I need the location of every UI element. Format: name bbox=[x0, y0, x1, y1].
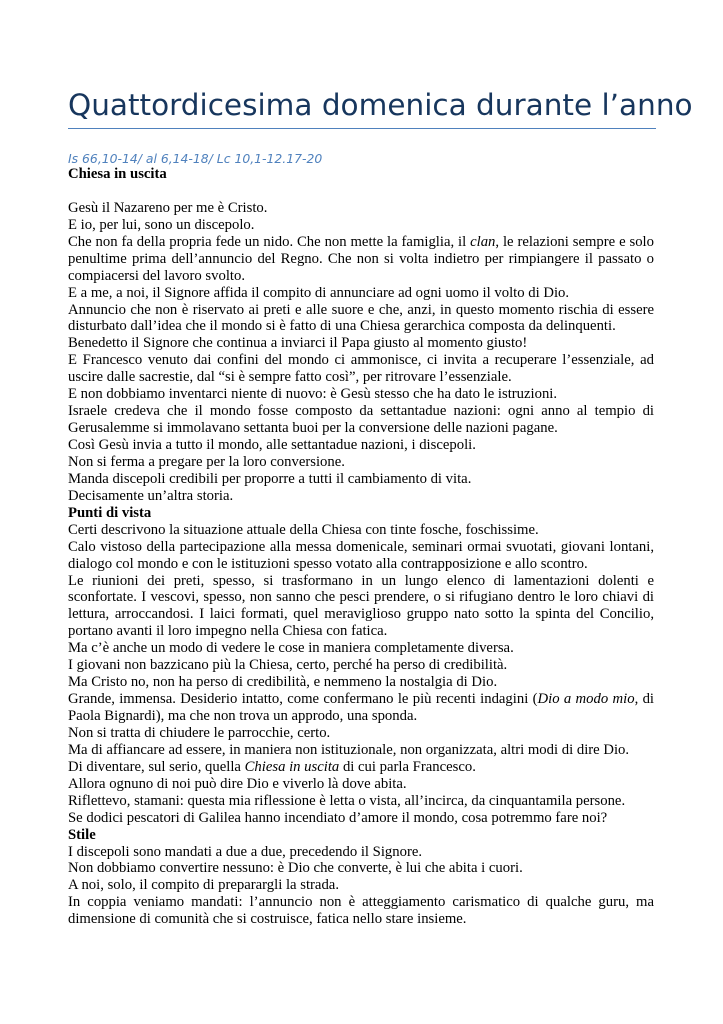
text-line: sconfortate. I vescovi, spesso, non sanno che pesci prendere, o si rifugiano dentro le loro chiavi di bbox=[68, 589, 654, 606]
text-line bbox=[68, 234, 654, 251]
text-line: Certi descrivono la situazione attuale della Chiesa con tinte fosche, foschissime. bbox=[68, 521, 539, 538]
text-line: lettura, arroccandosi. I laici formati, quel meraviglioso gruppo nato sotto la spinta del Concilio, bbox=[68, 606, 654, 623]
text-line: Non dobbiamo convertire nessuno: è Dio che converte, è lui che abita i cuori. bbox=[68, 860, 523, 877]
section-heading: Chiesa in uscita bbox=[68, 166, 167, 182]
text-line: Calo vistoso della partecipazione alla messa domenicale, seminari ormai svuotati, giovani lontani, bbox=[68, 538, 654, 555]
text-line: Gerusalemme si immolavano settanta buoi per la conversione delle nazioni pagane. bbox=[68, 420, 558, 437]
section-heading: Stile bbox=[68, 826, 96, 843]
text-line: E a me, a noi, il Signore affida il compito di annunciare ad ogni uomo il volto di Dio. bbox=[68, 284, 570, 301]
text-line: A noi, solo, il compito di preparargli la strada. bbox=[68, 877, 339, 894]
text-line: Non si ferma a pregare per la loro conversione. bbox=[68, 453, 345, 470]
page-title: Quattordicesima domenica durante l’anno bbox=[68, 88, 693, 122]
text-line: Riflettevo, stamani: questa mia riflessione è letta o vista, all’incirca, da cinquantamila persone. bbox=[68, 792, 626, 809]
document-body bbox=[68, 166, 654, 928]
text-line: compiacersi del lavoro svolto. bbox=[68, 267, 246, 284]
text-line: Ma di affiancare ad essere, in maniera non istituzionale, non organizzata, altri modi di dire Dio. bbox=[68, 741, 630, 758]
text-line: In coppia veniamo mandati: l’annuncio non è atteggiamento carismatico di qualche guru, ma bbox=[68, 894, 654, 911]
text-line: Così Gesù invia a tutto il mondo, alle settantadue nazioni, i discepoli. bbox=[68, 437, 476, 453]
text-line: dimensione di comunità che si costruisce, fatica nello stare insieme. bbox=[68, 911, 467, 928]
scripture-references: Is 66,10-14/ al 6,14-18/ Lc 10,1-12.17-20 bbox=[68, 151, 323, 166]
text-line: penultime prima dell’annuncio del Regno. Che non si volta indietro per rimpiangere il passato o bbox=[68, 250, 654, 267]
text-line: disturbato dall’idea che il mondo si è fatto di una Chiesa gerarchica composta da delinquenti. bbox=[68, 318, 616, 335]
text-line: Israele credeva che il mondo fosse composto da settantadue nazioni: ogni anno al tempio di bbox=[68, 403, 654, 420]
text-line: I giovani non bazzicano più la Chiesa, certo, perché ha perso di credibilità. bbox=[68, 657, 508, 674]
title-underline bbox=[68, 128, 656, 129]
text-segment: , di bbox=[634, 691, 654, 708]
text-line: dialogo col mondo e con le istituzioni spesso votato alla contrapposizione e allo scontro. bbox=[68, 555, 588, 572]
text-line: uscire dalle sacrestie, dal “si è sempre fatto così”, per ritrovare l’essenziale. bbox=[68, 369, 512, 386]
text-line: portano avanti il loro impegno nella Chiesa con fatica. bbox=[68, 623, 388, 640]
text-line: Se dodici pescatori di Galilea hanno incendiato d’amore il mondo, cosa potremmo fare noi? bbox=[68, 809, 608, 826]
text-line: Non si tratta di chiudere le parrocchie, certo. bbox=[68, 724, 331, 741]
text-line bbox=[68, 691, 654, 708]
text-segment: Grande, immensa. Desiderio intatto, come confermano le più recenti indagini ( bbox=[68, 691, 538, 708]
italic-phrase: Dio a modo mio bbox=[537, 691, 635, 708]
text-line: Le riunioni dei preti, spesso, si trasformano in un lungo elenco di lamentazioni dolenti e bbox=[68, 572, 654, 589]
text-line: E io, per lui, sono un discepolo. bbox=[68, 216, 255, 233]
text-line: Ma c’è anche un modo di vedere le cose in maniera completamente diversa. bbox=[68, 640, 514, 657]
section-heading: Punti di vista bbox=[68, 504, 152, 521]
text-segment: Di diventare, sul serio, quella bbox=[68, 758, 245, 775]
text-line bbox=[68, 759, 654, 776]
text-line: Allora ognuno di noi può dire Dio e viverlo là dove abita. bbox=[68, 775, 407, 792]
italic-phrase: clan bbox=[470, 233, 496, 250]
text-line: E Francesco venuto dai confini del mondo ci ammonisce, ci invita a recuperare l’essenziale, ad bbox=[68, 352, 654, 369]
text-line: Paola Bignardi), ma che non trova un approdo, una sponda. bbox=[68, 708, 418, 724]
text-line: Gesù il Nazareno per me è Cristo. bbox=[68, 199, 268, 216]
text-line: Benedetto il Signore che continua a inviarci il Papa giusto al momento giusto! bbox=[68, 335, 528, 352]
text-segment: , le relazioni sempre e solo bbox=[495, 233, 654, 250]
text-line: E non dobbiamo inventarci niente di nuovo: è Gesù stesso che ha dato le istruzioni. bbox=[68, 386, 558, 403]
text-line: Ma Cristo no, non ha perso di credibilità, e nemmeno la nostalgia di Dio. bbox=[68, 674, 498, 691]
text-segment: Che non fa della propria fede un nido. Che non mette la famiglia, il bbox=[68, 233, 471, 250]
italic-phrase: Chiesa in uscita bbox=[244, 758, 340, 775]
text-line: Decisamente un’altra storia. bbox=[68, 487, 234, 504]
text-line: Annuncio che non è riservato ai preti e alle suore e che, anzi, in questo momento rischia di essere bbox=[68, 301, 654, 318]
text-line: I discepoli sono mandati a due a due, precedendo il Signore. bbox=[68, 843, 423, 860]
text-segment: di cui parla Francesco. bbox=[339, 758, 476, 775]
text-line: Manda discepoli credibili per proporre a tutti il cambiamento di vita. bbox=[68, 470, 472, 487]
blank-line bbox=[68, 183, 654, 200]
